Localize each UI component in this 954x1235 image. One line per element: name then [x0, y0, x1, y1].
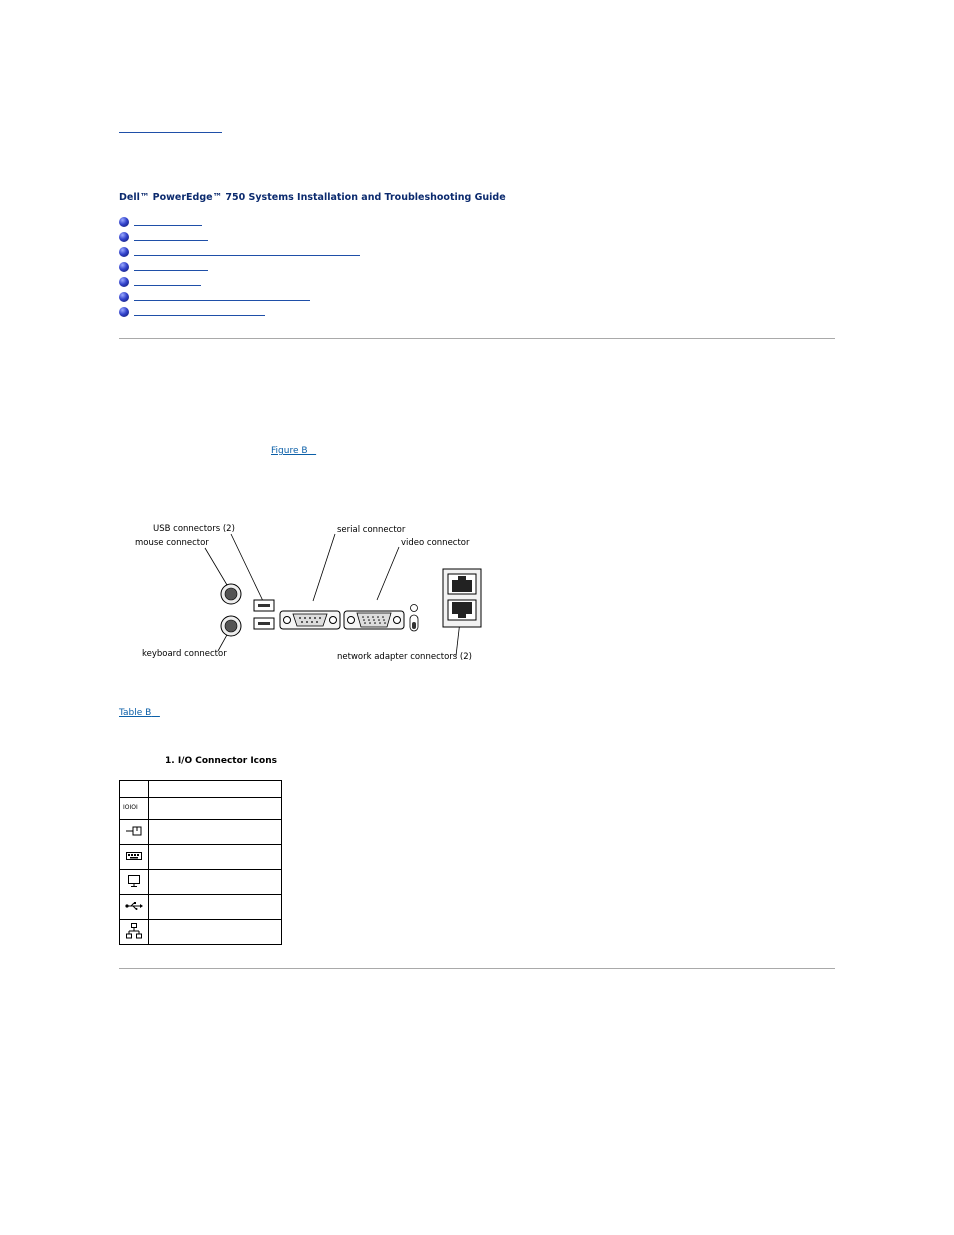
- table-link-label: Table B: [119, 708, 152, 718]
- description-cell: [149, 870, 282, 895]
- icon-cell: [120, 895, 149, 920]
- identification-button: [410, 605, 418, 632]
- toc-item[interactable]: [119, 261, 419, 276]
- toc-item[interactable]: [119, 276, 419, 291]
- usb-icon: [125, 901, 143, 911]
- top-link[interactable]: [119, 124, 222, 133]
- toc-item[interactable]: [119, 246, 419, 261]
- io-connector-icons-table: [119, 780, 282, 945]
- keyboard-connector-label: keyboard connector: [142, 649, 227, 659]
- table-link[interactable]: [119, 708, 160, 718]
- table-row: [120, 820, 282, 845]
- svg-text:IOIOI: IOIOI: [123, 804, 138, 811]
- bullet-icon: [119, 292, 129, 302]
- icon-cell: [120, 845, 149, 870]
- figure-link[interactable]: [271, 446, 316, 456]
- section-divider: [119, 338, 835, 339]
- table-row: [120, 920, 282, 945]
- guide-title: Dell™ PowerEdge™ 750 Systems Installation and Troubleshooting Guide: [119, 192, 506, 203]
- toc-item[interactable]: [119, 216, 419, 231]
- table-caption: 1. I/O Connector Icons: [165, 756, 277, 766]
- network-icon: [126, 923, 142, 939]
- toc-link[interactable]: [134, 300, 310, 301]
- toc-link[interactable]: [134, 315, 265, 316]
- icon-cell: [120, 920, 149, 945]
- description-cell: [149, 820, 282, 845]
- toc-item[interactable]: [119, 291, 419, 306]
- toc-link[interactable]: [134, 255, 360, 256]
- toc-link[interactable]: [134, 270, 208, 271]
- section-divider-bottom: [119, 968, 835, 969]
- table-row: [120, 781, 282, 798]
- table-row: [120, 845, 282, 870]
- serial-connector-label: serial connector: [337, 525, 406, 535]
- toc-item[interactable]: [119, 306, 419, 321]
- usb-ports: [254, 600, 274, 629]
- mouse-icon: [125, 825, 143, 837]
- bullet-icon: [119, 307, 129, 317]
- usb-connectors-label: USB connectors (2): [153, 524, 235, 534]
- serial-icon: [123, 802, 145, 812]
- mouse-port: [221, 584, 241, 604]
- keyboard-port: [221, 616, 241, 636]
- bullet-icon: [119, 277, 129, 287]
- back-panel-connectors-figure: [130, 518, 490, 668]
- icon-cell: [120, 781, 149, 798]
- toc-link[interactable]: [134, 225, 202, 226]
- mouse-connector-label: mouse connector: [135, 538, 209, 548]
- icon-cell: [120, 870, 149, 895]
- toc-link[interactable]: [134, 240, 208, 241]
- bullet-icon: [119, 247, 129, 257]
- description-cell: [149, 895, 282, 920]
- keyboard-icon: [126, 851, 142, 861]
- network-ports: [443, 569, 481, 627]
- table-row: [120, 895, 282, 920]
- toc-link[interactable]: [134, 285, 201, 286]
- description-cell: [149, 920, 282, 945]
- toc-list: [119, 216, 419, 321]
- video-port: [344, 611, 404, 629]
- toc-item[interactable]: [119, 231, 419, 246]
- leader-lines: [205, 534, 460, 656]
- description-cell: [149, 845, 282, 870]
- description-cell: [149, 798, 282, 820]
- serial-port: [280, 611, 340, 629]
- description-cell: [149, 781, 282, 798]
- table-row: [120, 798, 282, 820]
- bullet-icon: [119, 217, 129, 227]
- icon-cell: [120, 798, 149, 820]
- video-connector-label: video connector: [401, 538, 470, 548]
- bullet-icon: [119, 232, 129, 242]
- bullet-icon: [119, 262, 129, 272]
- icon-cell: [120, 820, 149, 845]
- figure-link-label: Figure B: [271, 446, 308, 456]
- monitor-icon: [127, 874, 141, 888]
- network-adapter-connectors-label: network adapter connectors (2): [337, 652, 472, 662]
- table-row: [120, 870, 282, 895]
